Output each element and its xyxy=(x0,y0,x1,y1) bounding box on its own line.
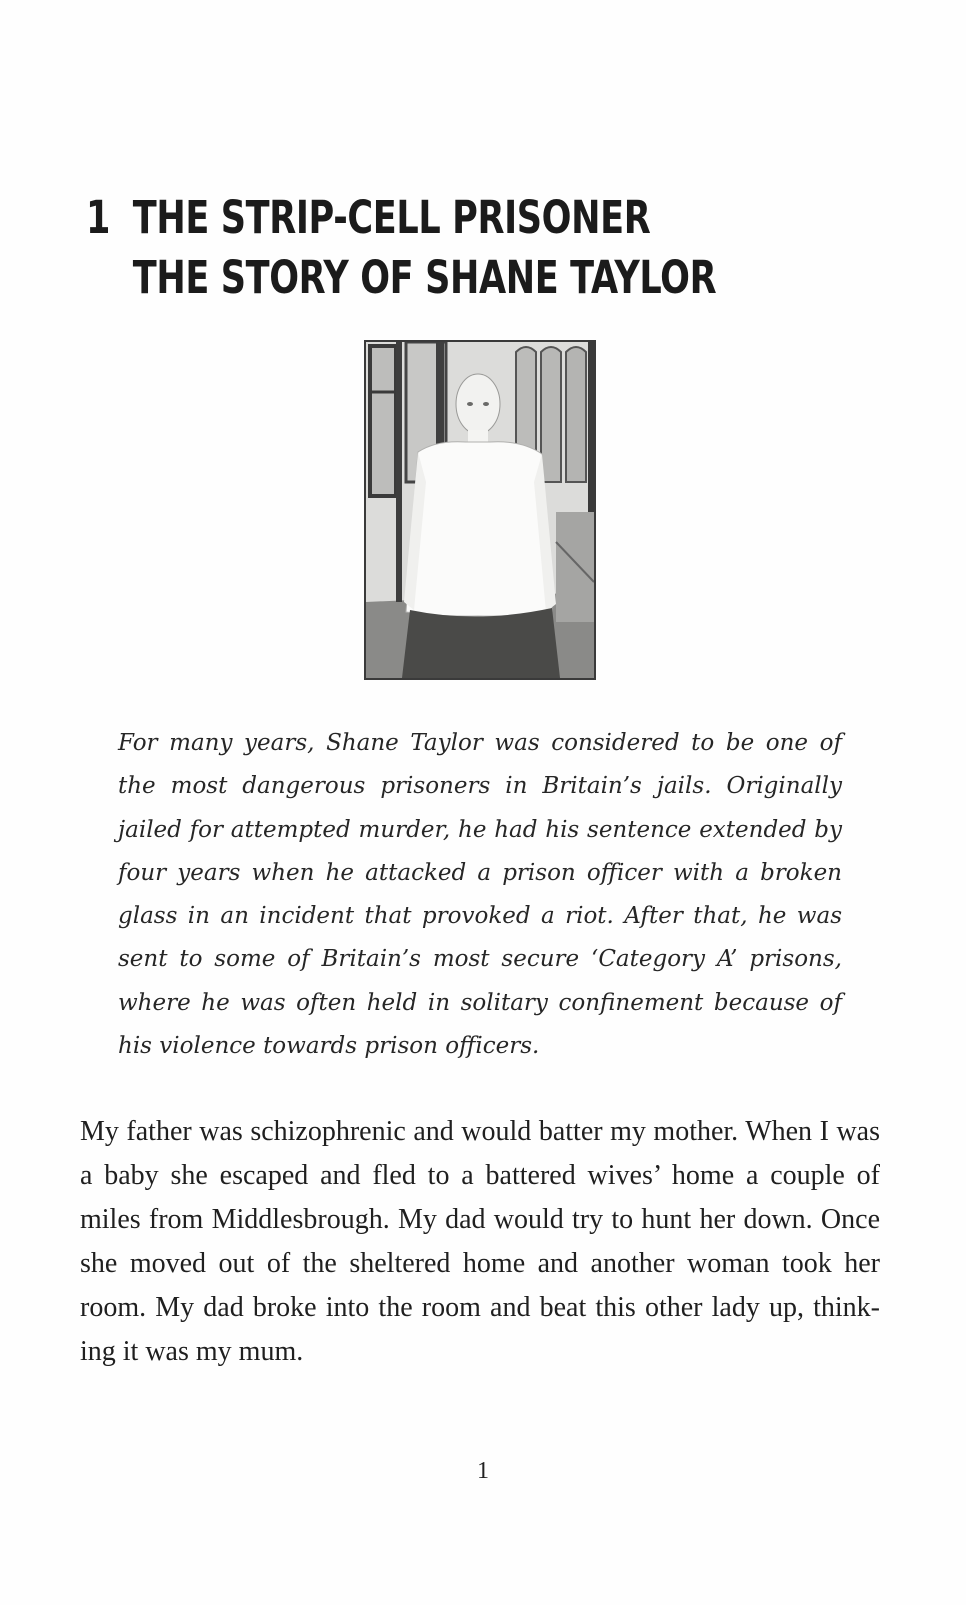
chapter-title-line-2: THE STORY OF SHANE TAYLOR xyxy=(132,251,717,304)
body-paragraph: My father was schizophrenic and would batter my mother. When I was a baby she escaped and fled to a battered wives’ home a couple of miles from Middlesbrough. My dad would try to hunt her down. Once she moved out of the sheltered home and another woman took her room. My dad broke into the room and beat this other lady up, think-ing it was my mum. xyxy=(80,1116,880,1367)
chapter-intro: For many years, Shane Taylor was considered to be one of the most dangerous prisoners in Britain’s jails. Originally jailed for attempted murder, he had his sentence extended by four years when he attacked a prison officer with a broken glass in an incident that provoked a riot. After that, he was sent to some of Britain’s most secure ‘Category A’ prisons, where he was often held in solitary confinement because of his violence towards prison officers. xyxy=(118,730,842,1060)
chapter-title-line-1: THE STRIP-CELL PRISONER xyxy=(132,191,651,244)
page-number: 1 xyxy=(477,1458,489,1484)
portrait-photo xyxy=(364,340,596,680)
chapter-number: 1 xyxy=(86,191,111,244)
chapter-heading xyxy=(86,188,717,308)
